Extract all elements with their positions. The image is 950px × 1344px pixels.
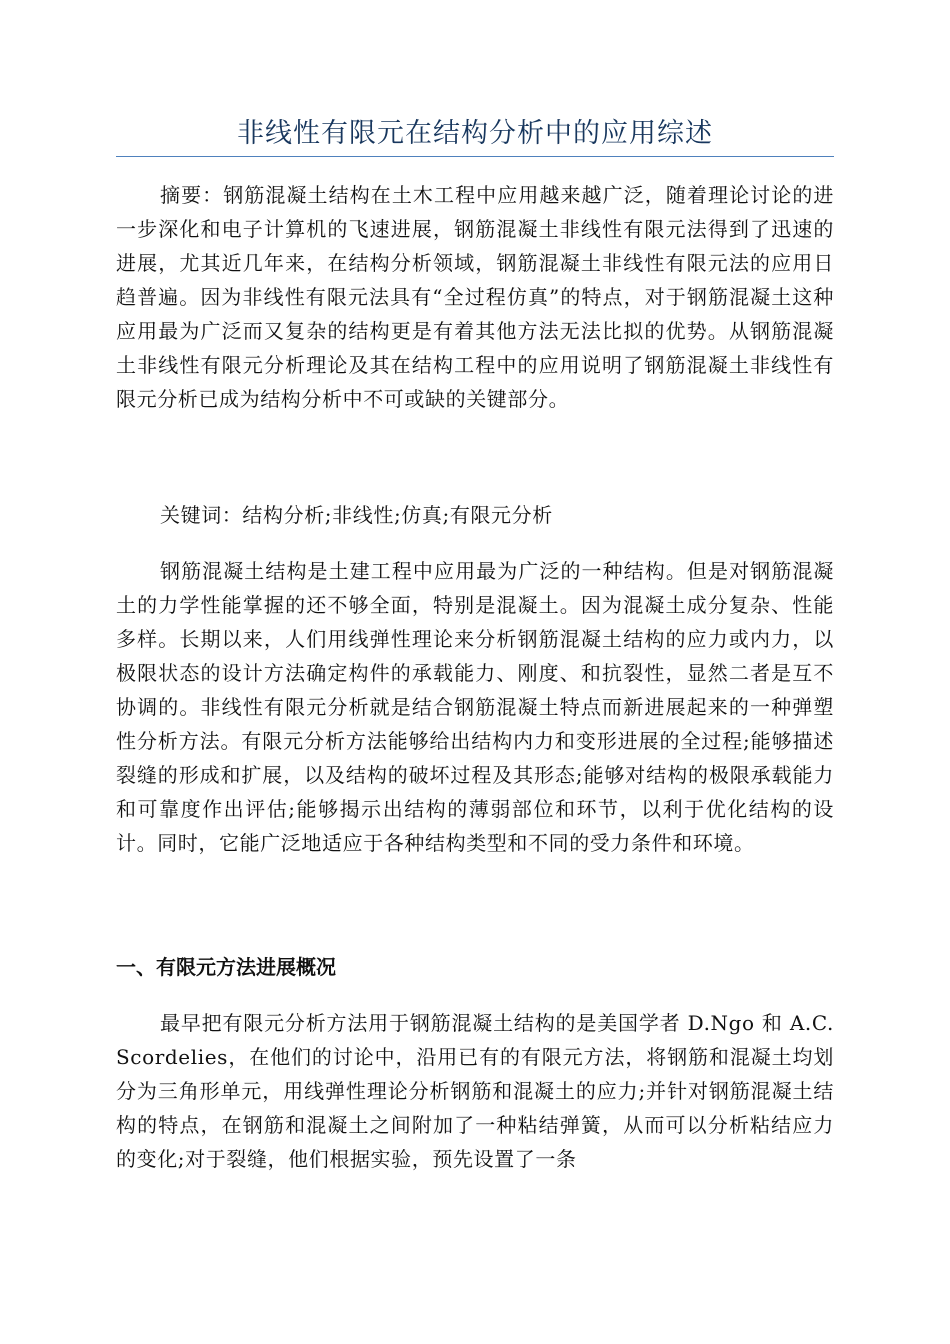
document-title: 非线性有限元在结构分析中的应用综述 (237, 118, 713, 149)
intro-paragraph: 钢筋混凝土结构是土建工程中应用最为广泛的一种结构。但是对钢筋混凝土的力学性能掌握的还不够全面，特别是混凝土。因为混凝土成分复杂、性能多样。长期以来，人们用线弹性理论来分析钢筋混凝土结构的应力或内力，以极限状态的设计方法确定构件的承载能力、刚度、和抗裂性，显然二者是互不协调的。非线性有限元分析就是结合钢筋混凝土特点而新进展起来的一种弹塑性分析方法。有限元分析方法能够给出结构内力和变形进展的全过程;能够描述裂缝的形成和扩展，以及结构的破坏过程及其形态;能够对结构的极限承载能力和可靠度作出评估;能够揭示出结构的薄弱部位和环节，以利于优化结构的设计。同时，它能广泛地适应于各种结构类型和不同的受力条件和环境。 (116, 559, 834, 855)
keywords-line: 关键词：结构分析;非线性;仿真;有限元分析 (160, 503, 553, 527)
section-heading: 一、有限元方法进展概况 (116, 955, 336, 979)
section-paragraph: 最早把有限元分析方法用于钢筋混凝土结构的是美国学者 D.Ngo 和 A.C.Scordelies，在他们的讨论中，沿用已有的有限元方法，将钢筋和混凝土均划分为三角形单元，用线弹性理论分析钢筋和混凝土的应力;并针对钢筋混凝土结构的特点，在钢筋和混凝土之间附加了一种粘结弹簧，从而可以分析粘结应力的变化;对于裂缝，他们根据实验，预先设置了一条 (116, 1011, 834, 1171)
title-block (116, 112, 834, 157)
abstract-paragraph: 摘要：钢筋混凝土结构在土木工程中应用越来越广泛，随着理论讨论的进一步深化和电子计算机的飞速进展，钢筋混凝土非线性有限元法得到了迅速的进展，尤其近几年来，在结构分析领域，钢筋混凝土非线性有限元法的应用日趋普遍。因为非线性有限元法具有“全过程仿真”的特点，对于钢筋混凝土这种应用最为广泛而又复杂的结构更是有着其他方法无法比拟的优势。从钢筋混凝土非线性有限元分析理论及其在结构工程中的应用说明了钢筋混凝土非线性有限元分析已成为结构分析中不可或缺的关键部分。 (116, 183, 834, 411)
